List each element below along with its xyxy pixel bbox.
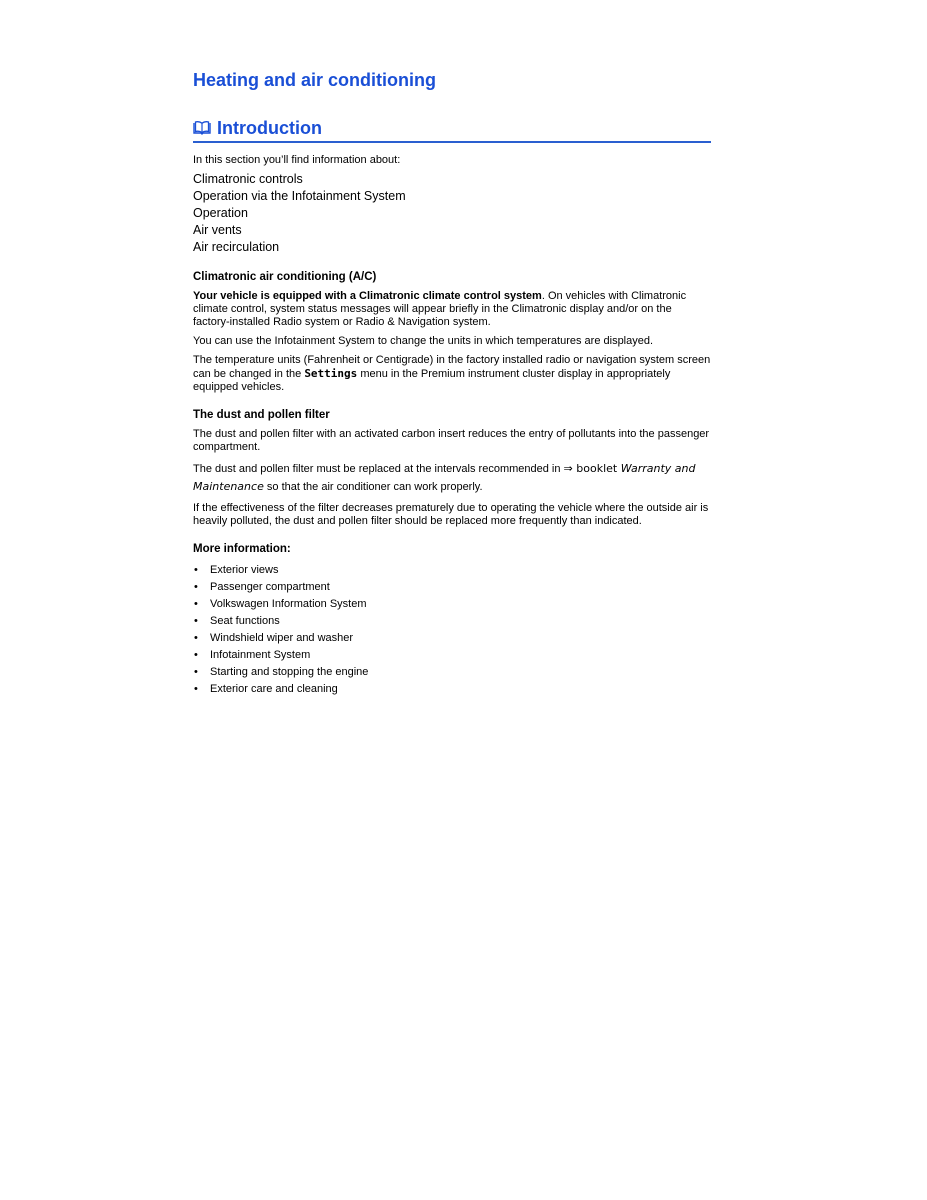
- more-info-item[interactable]: [193, 647, 711, 664]
- filter-paragraph-2: [193, 460, 711, 496]
- bullet-icon: •: [194, 581, 198, 593]
- more-info-label[interactable]: Starting and stopping the engine: [210, 666, 369, 678]
- intro-text: In this section you’ll find information about:: [193, 154, 401, 166]
- more-info-label[interactable]: Windshield wiper and washer: [210, 632, 354, 644]
- more-info-item[interactable]: [193, 613, 711, 630]
- filter-p2-end: so that the air conditioner can work properly.: [263, 481, 483, 493]
- more-info-label[interactable]: Seat functions: [210, 615, 280, 627]
- topic-item: Air recirculation: [193, 240, 280, 254]
- warranty-booklet-title[interactable]: Warranty and Maintenance: [193, 462, 696, 493]
- filter-heading: The dust and pollen filter: [193, 409, 330, 421]
- more-info-label[interactable]: Volkswagen Information System: [210, 598, 367, 610]
- climatronic-p1-rest: . On vehicles with Climatronic climate control, system status messages will appear briefly in the Climatronic display and/or on the factory-installed Radio system or Radio & Navigation system.: [193, 290, 687, 328]
- more-info-item[interactable]: [193, 664, 711, 681]
- page-title: Heating and air conditioning: [193, 70, 436, 90]
- bullet-icon: •: [194, 632, 198, 644]
- manual-page: [193, 66, 711, 698]
- climatronic-bold-lead: Your vehicle is equipped with a Climatronic climate control system: [193, 290, 542, 302]
- climatronic-p3-end: menu in the Premium instrument cluster display in appropriately equipped vehicles.: [193, 368, 671, 393]
- topic-item: Air vents: [193, 223, 242, 237]
- booklet-reference-link[interactable]: ⇒ booklet: [563, 462, 621, 475]
- bullet-icon: •: [194, 683, 198, 695]
- settings-menu-label: Settings: [304, 367, 358, 380]
- more-info-item[interactable]: [193, 596, 711, 613]
- more-info-list: [193, 562, 711, 698]
- climatronic-paragraph-1: [193, 290, 711, 329]
- climatronic-p3-start: The temperature units (Fahrenheit or Centigrade) in the factory installed radio or navigation system screen can be changed in the: [193, 354, 711, 380]
- climatronic-paragraph-3: [193, 354, 711, 394]
- filter-paragraph-1: The dust and pollen filter with an activated carbon insert reduces the entry of pollutants into the passenger compartment.: [193, 428, 710, 453]
- more-info-label[interactable]: Infotainment System: [210, 649, 311, 661]
- bullet-icon: •: [194, 598, 198, 610]
- more-info-item[interactable]: [193, 562, 711, 579]
- more-info-label[interactable]: Passenger compartment: [210, 581, 330, 593]
- bullet-icon: •: [194, 615, 198, 627]
- section-title: Introduction: [217, 118, 322, 138]
- topic-list: [193, 171, 711, 256]
- topic-item: Operation via the Infotainment System: [193, 189, 406, 203]
- more-info-item[interactable]: [193, 630, 711, 647]
- more-info-label[interactable]: Exterior care and cleaning: [210, 683, 338, 695]
- climatronic-heading: Climatronic air conditioning (A/C): [193, 271, 377, 283]
- filter-p2-start: The dust and pollen filter must be replaced at the intervals recommended in: [193, 463, 564, 475]
- more-info-label[interactable]: Exterior views: [210, 564, 279, 576]
- more-info-item[interactable]: [193, 681, 711, 698]
- open-book-icon: [193, 121, 211, 135]
- more-info-heading: More information:: [193, 543, 291, 555]
- topic-item: Climatronic controls: [193, 172, 303, 186]
- more-info-item[interactable]: [193, 579, 711, 596]
- bullet-icon: •: [194, 649, 198, 661]
- section-header: [193, 116, 711, 143]
- bullet-icon: •: [194, 564, 198, 576]
- filter-paragraph-3: If the effectiveness of the filter decreases prematurely due to operating the vehicle where the outside air is heavily polluted, the dust and pollen filter should be replaced more frequently than indicated.: [193, 502, 709, 527]
- bullet-icon: •: [194, 666, 198, 678]
- topic-item: Operation: [193, 206, 248, 220]
- climatronic-paragraph-2: You can use the Infotainment System to change the units in which temperatures are displayed.: [193, 335, 654, 347]
